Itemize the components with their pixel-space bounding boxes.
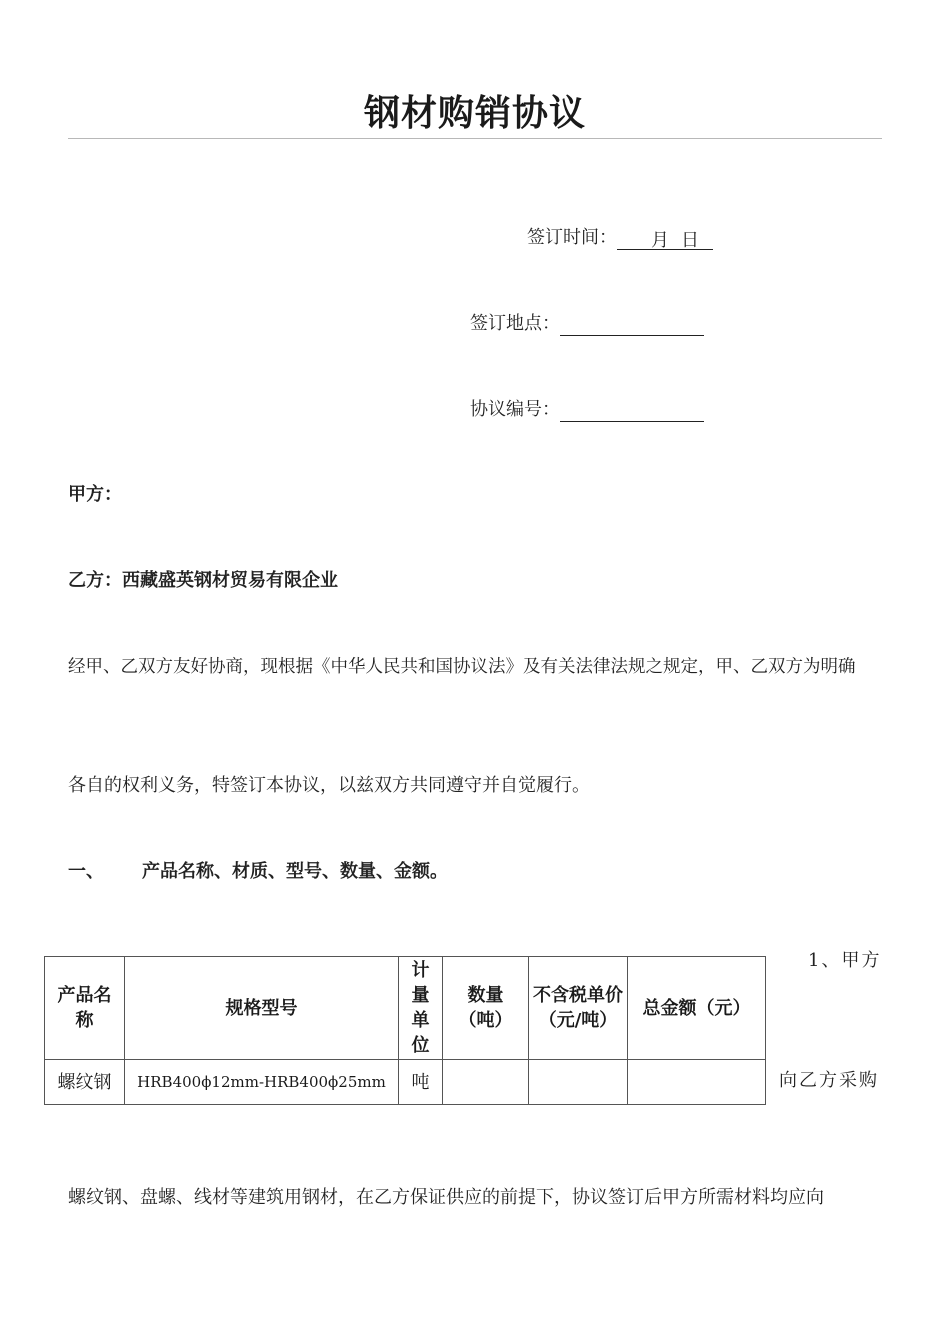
section-1-heading xyxy=(68,860,448,884)
cell-quantity[interactable] xyxy=(443,1060,529,1105)
section-1-number: 一、 xyxy=(68,861,104,882)
header-unit: 计量单位 xyxy=(399,957,443,1060)
party-a-row xyxy=(68,483,122,507)
document-title: 钢材购销协议 xyxy=(363,93,586,134)
section-1-title: 产品名称、材质、型号、数量、金额。 xyxy=(142,861,448,882)
side-text-1: 1、甲方 xyxy=(808,950,882,971)
product-spec-table xyxy=(44,956,766,1105)
cell-total-amount[interactable] xyxy=(628,1060,766,1105)
party-b-label: 乙方： xyxy=(68,570,122,591)
sign-time-month: 月 xyxy=(651,230,669,251)
party-b-name: 西藏盛英钢材贸易有限企业 xyxy=(122,570,338,591)
party-a-label: 甲方： xyxy=(68,484,122,505)
title-divider xyxy=(68,138,882,139)
header-product-name: 产品名称 xyxy=(45,957,125,1060)
cell-unit: 吨 xyxy=(399,1060,443,1105)
header-total-amount: 总金额（元） xyxy=(628,957,766,1060)
agreement-no-field[interactable] xyxy=(560,401,704,422)
intro-line-1: 经甲、乙双方友好协商，现根据《中华人民共和国协议法》及有关法律法规之规定，甲、乙双方为明确 xyxy=(68,657,856,677)
agreement-no-row xyxy=(470,398,704,422)
header-quantity: 数量（吨） xyxy=(443,957,529,1060)
cell-product-name: 螺纹钢 xyxy=(45,1060,125,1105)
agreement-no-label: 协议编号： xyxy=(470,399,560,420)
cell-spec-model: HRB400ϕ12mm-HRB400ϕ25mm xyxy=(125,1060,399,1105)
sign-time-field[interactable] xyxy=(617,229,713,250)
table-header-row xyxy=(45,957,766,1060)
sign-time-day: 日 xyxy=(681,230,699,251)
sign-place-row xyxy=(470,312,704,336)
header-spec-model: 规格型号 xyxy=(125,957,399,1060)
sign-place-field[interactable] xyxy=(560,315,704,336)
table-row xyxy=(45,1060,766,1105)
header-unit-price: 不含税单价（元/吨） xyxy=(529,957,628,1060)
sign-place-label: 签订地点： xyxy=(470,313,560,334)
cell-unit-price[interactable] xyxy=(529,1060,628,1105)
closing-line: 螺纹钢、盘螺、线材等建筑用钢材，在乙方保证供应的前提下，协议签订后甲方所需材料均应向 xyxy=(68,1187,824,1208)
sign-time-row xyxy=(527,226,713,250)
sign-time-label: 签订时间： xyxy=(527,227,617,248)
intro-line-2: 各自的权利义务，特签订本协议，以兹双方共同遵守并自觉履行。 xyxy=(68,775,590,796)
side-text-2: 向乙方采购 xyxy=(779,1070,879,1091)
party-b-row xyxy=(68,569,338,593)
